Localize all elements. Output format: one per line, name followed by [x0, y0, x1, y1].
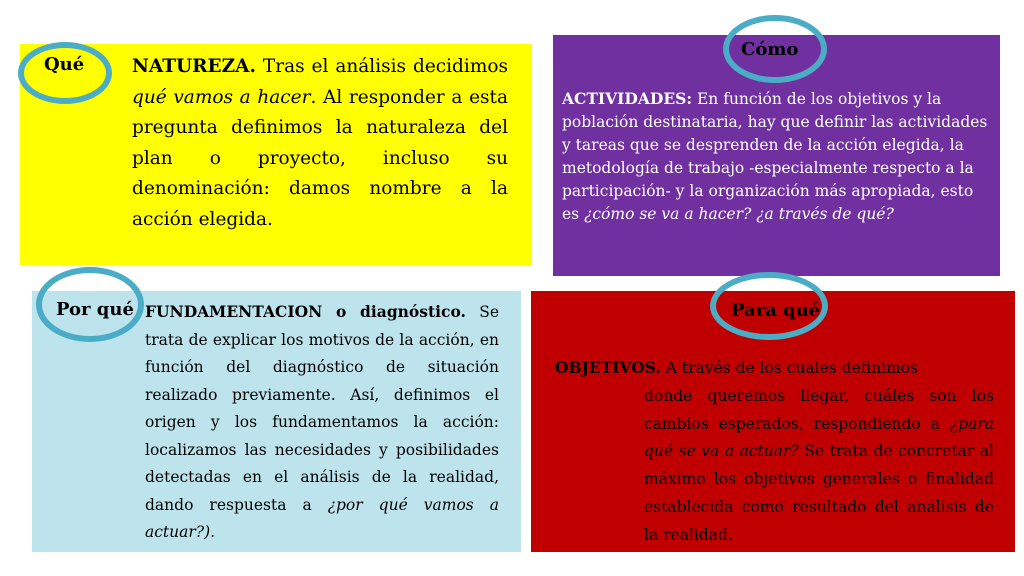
- como-italic: ¿cómo se va a hacer? ¿a través de qué?: [584, 205, 894, 223]
- que-italic: qué vamos a hacer: [132, 86, 311, 108]
- que-label: Qué: [44, 54, 85, 75]
- por-que-text-1: Se trata de explicar los motivos de la acción, en función del diagnóstico de situación realizado previamente. Así, definimos el origen y los fundamentamos la acción: localizamos las necesidades y posibilidades detectadas en el análisis de la realidad, dando respuesta a: [145, 303, 499, 514]
- para-que-continuation: [644, 383, 994, 550]
- como-text-1: En función de los objetivos y la población destinataria, hay que definir las actividades y tareas que se desprenden de la acción elegida, la metodología de trabajo -especialmente respecto a la participación- y la organización más apropiada, esto es: [562, 90, 988, 223]
- que-keyword: NATUREZA.: [132, 56, 256, 77]
- para-que-label: Para qué: [731, 300, 821, 321]
- que-text-1: Tras el análisis decidimos: [255, 56, 508, 77]
- para-que-description: [555, 354, 994, 550]
- para-que-text-2: donde queremos llegar, cuáles son los cambios esperados, respondiendo a: [644, 386, 994, 433]
- como-keyword: ACTIVIDADES:: [562, 89, 693, 108]
- como-label: Cómo: [741, 39, 799, 60]
- por-que-description: [145, 298, 499, 547]
- que-text-2: . Al responder a esta pregunta definimos la naturaleza del plan o proyecto, incluso su denominación: damos nombre a la acción elegida.: [132, 86, 508, 230]
- por-que-italic: ¿por qué vamos a actuar?).: [145, 495, 499, 541]
- como-description: [562, 87, 988, 226]
- para-que-text-1: A través de los cuales definimos: [660, 359, 919, 377]
- que-description: [132, 52, 508, 235]
- para-que-italic: ¿para qué se va a actuar?: [644, 414, 994, 461]
- para-que-keyword: OBJETIVOS.: [555, 358, 661, 377]
- por-que-keyword: FUNDAMENTACION o diagnóstico.: [145, 302, 466, 321]
- por-que-label: Por qué: [56, 299, 134, 320]
- para-que-text-3: Se trata de concretar al máximo los objetivos generales o finalidad establecida como resultado del análisis de la realidad.: [644, 442, 994, 544]
